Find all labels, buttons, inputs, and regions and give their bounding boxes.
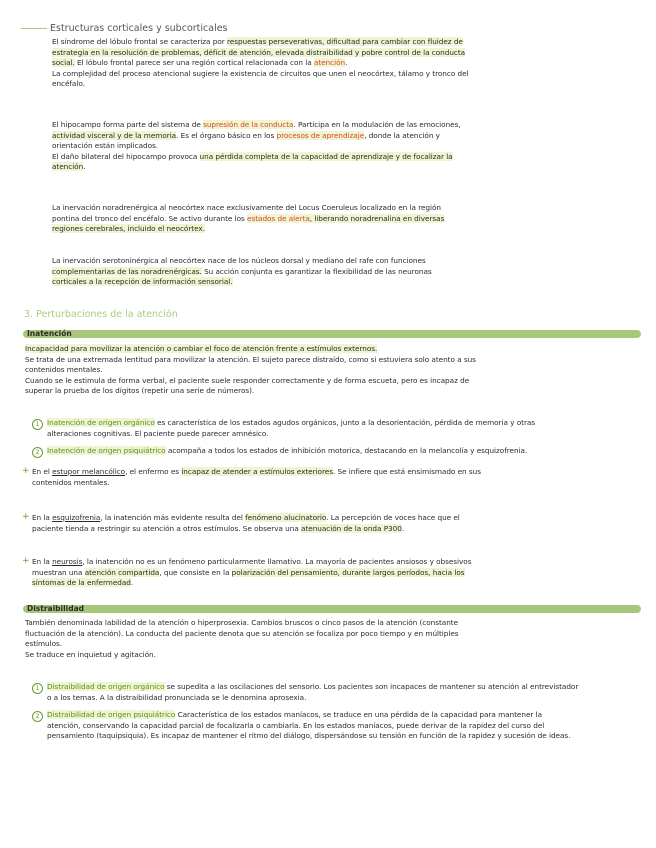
text: En la <box>32 557 53 566</box>
highlight: atención compartida <box>84 567 160 577</box>
text: Característica de los estados maníacos, se traduce en una pérdida de la capacidad para mantener la <box>175 710 543 719</box>
number-1-icon: 1 <box>32 419 43 430</box>
text: , el enfermo es <box>125 467 182 476</box>
underlined-term: estupor melancólico <box>52 467 126 476</box>
highlight: complementarias de las noradrenérgicas. <box>52 266 202 276</box>
highlight: atenuación de la onda P300 <box>301 523 402 533</box>
text-line: Cuando se le estimula de forma verbal, el paciente suele responder correctamente y de forma escueta, pero es incapaz de <box>25 375 470 385</box>
text: . <box>345 58 348 68</box>
text: . La percepción de voces hace que el <box>326 513 460 522</box>
text: acompaña a todos los estados de inhibición motorica, destacando en la melancolía y esquizofrenia. <box>165 446 528 455</box>
text: , la inatención más evidente resulta del <box>100 513 246 522</box>
text-line: encéfalo. <box>52 79 85 89</box>
number-2-icon: 2 <box>32 711 43 722</box>
text: . Se infiere que está ensimismado en sus <box>332 467 481 476</box>
highlight: corticales a la recepción de información sensorial. <box>52 277 233 287</box>
text: es característica de los estados agudos orgánicos, junto a la desorientación, pérdida de memoria y otras <box>154 418 536 427</box>
red-term: supresión de la conducta <box>203 120 294 129</box>
text: El daño bilateral del hipocampo provoca <box>52 151 200 161</box>
highlight: atención <box>52 162 84 172</box>
plus-bullet-icon: + <box>22 556 30 566</box>
paragraph-noradrenergica <box>52 203 612 235</box>
text: paciente tienda a restringir su atención a otros estímulos. Se observa una <box>32 523 302 533</box>
text: . <box>83 162 86 172</box>
highlight: respuestas perseverativas, dificultad para cambiar con fluidez de <box>226 37 463 46</box>
text-line: contenidos mentales. <box>25 365 103 375</box>
text: se supedita a las oscilaciones del sensorio. Los pacientes son incapaces de mantener su atención al entrevistador <box>164 682 579 691</box>
text: . <box>130 578 134 588</box>
highlight: Incapacidad para movilizar la atención o cambiar el foco de atención frente a estímulos externos. <box>25 344 378 353</box>
text-line: Se trata de una extremada lentitud para movilizar la atención. El sujeto parece distraído, como si estuviera solo atento a sus <box>25 354 476 364</box>
red-term: procesos de aprendizaje <box>276 130 365 140</box>
paragraph-serotoninergica <box>52 256 612 288</box>
text-line: superar la prueba de los dígitos (repetir una serie de números). <box>25 386 255 396</box>
inatencion-item-2 <box>47 446 617 457</box>
red-term: estados de alerta <box>247 213 310 223</box>
text: . Participa en la modulación de las emociones, <box>293 120 461 129</box>
plus-bullet-icon: + <box>22 466 30 476</box>
red-term: atención <box>313 58 346 68</box>
number-1-icon: 1 <box>32 683 43 694</box>
text-line: También denominada labilidad de la atención o hiperprosexia. Cambios bruscos o cinco pasos de la atención (constante <box>25 618 459 627</box>
text: pontina del tronco del encéfalo. Se activo durante los <box>52 213 248 223</box>
plus-bullet-icon: + <box>22 512 30 522</box>
text-line: estímulos. <box>25 639 63 649</box>
text-line: fluctuación de la atención). La conducta del paciente denota que su atención se focaliza por poco tiempo y en múltiples <box>25 628 459 638</box>
underlined-term: neurosis <box>52 557 83 566</box>
text-line: Se traduce en inquietud y agitación. <box>25 649 156 659</box>
paragraph-frontal <box>52 37 612 90</box>
highlight: una pérdida completa de la capacidad de aprendizaje y de focalizar la <box>199 151 453 161</box>
inatencion-intro <box>25 344 625 397</box>
highlight: , liberando noradrenalina en diversas <box>309 213 445 223</box>
highlight: Inatención de origen psiquiátrico <box>47 446 166 455</box>
bullet-estupor <box>32 467 632 488</box>
text-line: alteraciones cognitivas. El paciente puede parecer amnésico. <box>47 428 269 438</box>
highlight: Inatención de origen orgánico <box>47 418 155 427</box>
distraibilidad-item-2 <box>47 710 632 742</box>
highlight: social. <box>52 58 75 68</box>
text-line: o a los temas. A la distraibilidad pronunciada se le denomina aprosexia. <box>47 692 307 702</box>
text: . <box>401 523 405 533</box>
text: Su acción conjunta es garantizar la flexibilidad de las neuronas <box>201 266 432 276</box>
text: En el <box>32 467 53 476</box>
inatencion-label: Inatención <box>27 329 72 338</box>
text: , donde la atención y <box>364 130 440 140</box>
text: , que consiste en la <box>159 567 232 577</box>
inatencion-bar <box>23 330 641 338</box>
text: El síndrome del lóbulo frontal se caracteriza por <box>52 37 227 46</box>
text: En la <box>32 513 53 522</box>
highlight: actividad visceral y de la memoria <box>52 130 177 140</box>
distraibilidad-bar <box>23 605 641 613</box>
text-line: orientación están implicados. <box>52 141 159 151</box>
highlight: incapaz de atender a estímulos exteriores <box>181 467 333 476</box>
bullet-esquizofrenia <box>32 513 632 534</box>
text: El hipocampo forma parte del sistema de <box>52 120 204 129</box>
distraibilidad-item-1 <box>47 682 632 703</box>
distraibilidad-intro <box>25 618 625 660</box>
highlight: polarización del pensamiento, durante largos períodos, hacia los <box>231 567 465 577</box>
highlight: síntomas de la enfermedad <box>32 578 131 588</box>
distraibilidad-label: Distraibilidad <box>27 604 85 613</box>
underlined-term: esquizofrenia <box>52 513 101 522</box>
text: , la inatención no es un fenómeno particularmente llamativo. La mayoría de pacientes ansiosos y obsesivos <box>82 557 472 566</box>
text: El lóbulo frontal parece ser una región cortical relacionada con la <box>74 58 314 68</box>
inatencion-item-1 <box>47 418 617 439</box>
heading-rule <box>21 28 47 29</box>
text-line: La inervación serotoninérgica al neocórtex nace de los núcleos dorsal y mediano del rafe con funciones <box>52 256 426 265</box>
highlight: estrategia en la resolución de problemas, déficit de atención, elevada distraibilidad y pobre control de la conducta <box>52 47 466 57</box>
text-line: La complejidad del proceso atencional sugiere la existencia de circuitos que unen el neocórtex, tálamo y tronco del <box>52 68 469 78</box>
text: muestran una <box>32 567 85 577</box>
highlight: fenómeno alucinatorio <box>245 513 327 522</box>
highlight: Distraibilidad de origen orgánico <box>47 682 165 691</box>
text-line: atención, conservando la capacidad parcial de focalizarla o cambiarla. En los estados maníacos, puede derivar de la rapidez del curso del <box>47 720 545 730</box>
text-line: contenidos mentales. <box>32 477 110 487</box>
number-2-icon: 2 <box>32 447 43 458</box>
text-line: pensamiento (taquipsiquia). Es incapaz de mantener el ritmo del diálogo, dispersándose su tensión en función de la rapidez y sucesión de ideas. <box>47 731 571 741</box>
highlight: Distraibilidad de origen psiquiátrico <box>47 710 176 719</box>
text-line: La inervación noradrenérgica al neocórtex nace exclusivamente del Locus Coeruleus localizado en la región <box>52 203 441 212</box>
highlight: regiones cerebrales, incluido el neocórtex. <box>52 224 205 234</box>
section-heading: Estructuras corticales y subcorticales <box>50 23 228 34</box>
paragraph-hipocampo <box>52 120 612 173</box>
text: . Es el órgano básico en los <box>176 130 277 140</box>
section-3-title: 3. Perturbaciones de la atención <box>24 309 178 320</box>
bullet-neurosis <box>32 557 632 589</box>
